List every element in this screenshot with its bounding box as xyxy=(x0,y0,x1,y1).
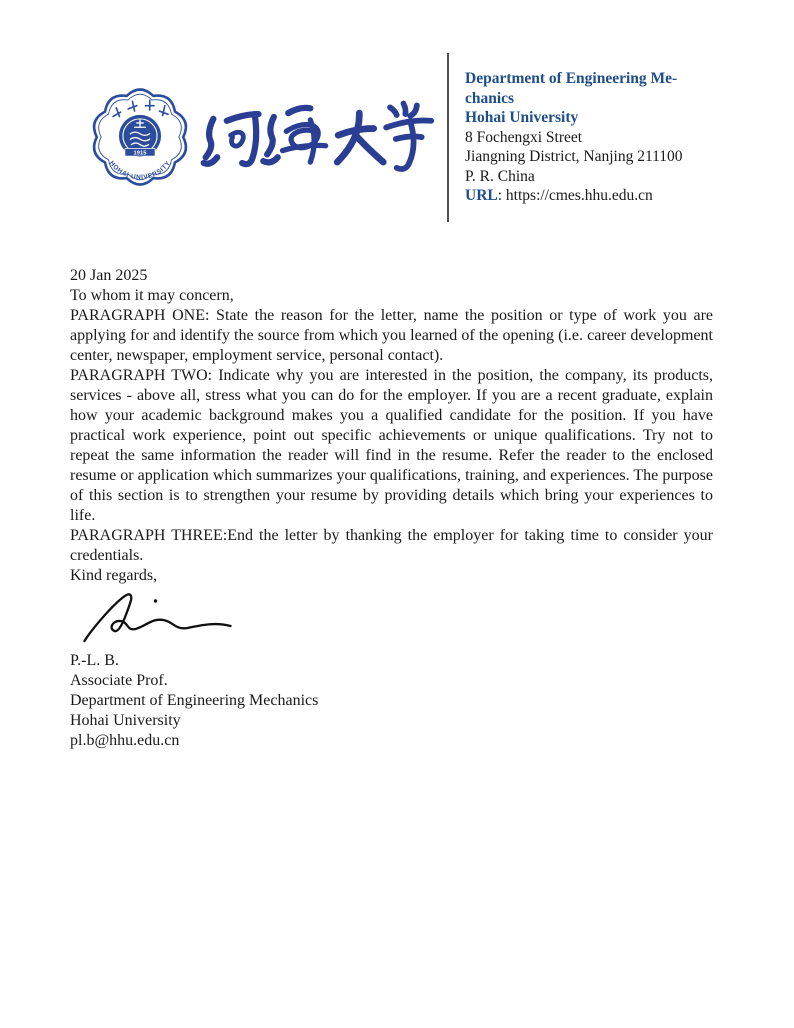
signer-name: P.-L. B. xyxy=(70,652,119,669)
signer-department: Department of Engineering Mechanics xyxy=(70,692,319,709)
department-name-line2: chanics xyxy=(465,89,515,107)
website-link[interactable]: https://cmes.hhu.edu.cn xyxy=(505,187,653,204)
url-separator: : xyxy=(497,187,506,204)
url-label: URL xyxy=(465,187,498,204)
handwritten-signature-icon xyxy=(72,589,237,645)
signer-email-link[interactable]: pl.b@hhu.edu.cn xyxy=(70,732,180,749)
letter-date: 20 Jan 2025 xyxy=(70,267,148,284)
letterhead-divider xyxy=(447,53,449,222)
signer-university: Hohai University xyxy=(70,712,181,729)
salutation: To whom it may concern, xyxy=(70,287,234,304)
signature-area xyxy=(72,589,713,645)
street-address: 8 Fochengxi Street xyxy=(465,128,583,146)
url-line xyxy=(465,186,717,206)
letterhead-address xyxy=(465,69,717,206)
letter-body xyxy=(70,266,713,751)
hohai-university-seal-icon xyxy=(86,83,194,191)
university-name: Hohai University xyxy=(465,109,579,126)
country: P. R. China xyxy=(465,167,535,185)
paragraph-three: PARAGRAPH THREE:End the letter by thanking the employer for taking time to consider your credentials. xyxy=(70,527,713,564)
seal-year-label: 1915 xyxy=(133,150,147,157)
district-address: Jiangning District, Nanjing 211100 xyxy=(465,148,683,165)
seal-university-label: HOHAI UNIVERSITY xyxy=(107,159,173,182)
paragraph-two: PARAGRAPH TWO: Indicate why you are interested in the position, the company, its products, services - above all, stress what you can do for the employer. If you are a recent graduate, explain how your academic background makes you a qualified candidate for the position. If you have practical work experience, point out specific achievements or unique qualifications. Try not to repeat the same information the reader will find in the resume. Refer the reader to the enclosed resume or application which summarizes your qualifications, training, and experiences. The purpose of this section is to strengthen your resume by providing details which bring your experiences to life. xyxy=(70,367,713,524)
signer-title: Associate Prof. xyxy=(70,672,168,689)
hohai-calligraphy-logo-icon xyxy=(196,92,440,188)
closing-phrase: Kind regards, xyxy=(70,567,158,584)
signature-block xyxy=(70,651,713,751)
paragraph-one: PARAGRAPH ONE: State the reason for the letter, name the position or type of work you are applying for and identify the source from which you learned of the opening (i.e. career development center, newspaper, employment service, personal contact). xyxy=(70,307,713,364)
department-name-line1: Department of Engineering Me- xyxy=(465,70,678,87)
